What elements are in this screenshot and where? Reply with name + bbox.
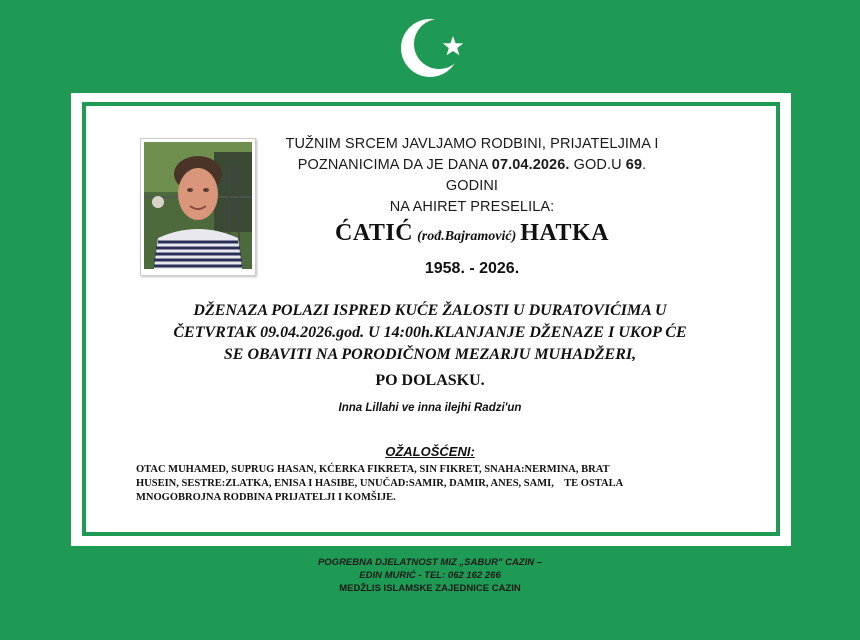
funeral-line-2: ČETVRTAK 09.04.2026.god. U 14:00h.KLANJANJE DŽENAZE I UKOP ĆE <box>173 324 687 341</box>
intro-line-3: NA AHIRET PRESELILA: <box>389 199 555 215</box>
maiden-name: (rođ.Bajramović) <box>417 229 517 244</box>
surname: ĆATIĆ <box>335 220 414 246</box>
footer-line-2: EDIN MURIĆ - TEL: 062 162 266 <box>359 570 501 581</box>
mourners-line-3: MNOGOBROJNA RODBINA PRIJATELJI I KOMŠIJE. <box>136 492 396 503</box>
footer-line-3: MEDŽLIS ISLAMSKE ZAJEDNICE CAZIN <box>339 583 521 594</box>
mourners-list <box>136 463 736 505</box>
mourners-line-1: OTAC MUHAMED, SUPRUG HASAN, KĆERKA FIKRETA, SIN FIKRET, SNAHA:NERMINA, BRAT <box>136 464 610 475</box>
first-name: HATKA <box>520 220 609 246</box>
intro-line-2 <box>272 155 672 197</box>
intro-line-2-mid: GOD.U <box>569 157 626 173</box>
deceased-name <box>272 220 672 247</box>
funeral-line-4: PO DOLASKU. <box>375 372 485 389</box>
crescent-star-icon <box>395 14 475 82</box>
portrait-image <box>144 142 252 269</box>
intro-line-2-pre: POZNANICIMA DA JE DANA <box>297 157 492 173</box>
funeral-service-footer <box>200 556 660 595</box>
mourners-line-2: HUSEIN, SESTRE:ZLATKA, ENISA I HASIBE, UNUČAD:SAMIR, DAMIR, ANES, SAMI, TE OSTALA <box>136 478 624 489</box>
prayer-text: Inna Lillahi ve inna ilejhi Radzi'un <box>338 402 522 414</box>
intro-line-2-post: . GODINI <box>445 157 647 194</box>
intro-line-1: TUŽNIM SRCEM JAVLJAMO RODBINI, PRIJATELJIMA I <box>285 136 659 152</box>
footer-line-1: POGREBNA DJELATNOST MIZ „SABUR" CAZIN – <box>317 557 543 568</box>
death-date: 07.04.2026. <box>491 157 570 173</box>
mourners-title: OŽALOŠĆENI: <box>385 444 475 459</box>
deceased-photo <box>140 138 256 276</box>
funeral-line-3: SE OBAVITI NA PORODIČNOM MEZARJU MUHADŽERI, <box>223 346 637 363</box>
funeral-details <box>120 300 740 366</box>
announcement-intro <box>272 134 672 218</box>
life-years: 1958. - 2026. <box>424 260 520 277</box>
funeral-line-1: DŽENAZA POLAZI ISPRED KUĆE ŽALOSTI U DURATOVIĆIMA U <box>193 302 667 319</box>
age-at-death: 69 <box>625 157 643 173</box>
